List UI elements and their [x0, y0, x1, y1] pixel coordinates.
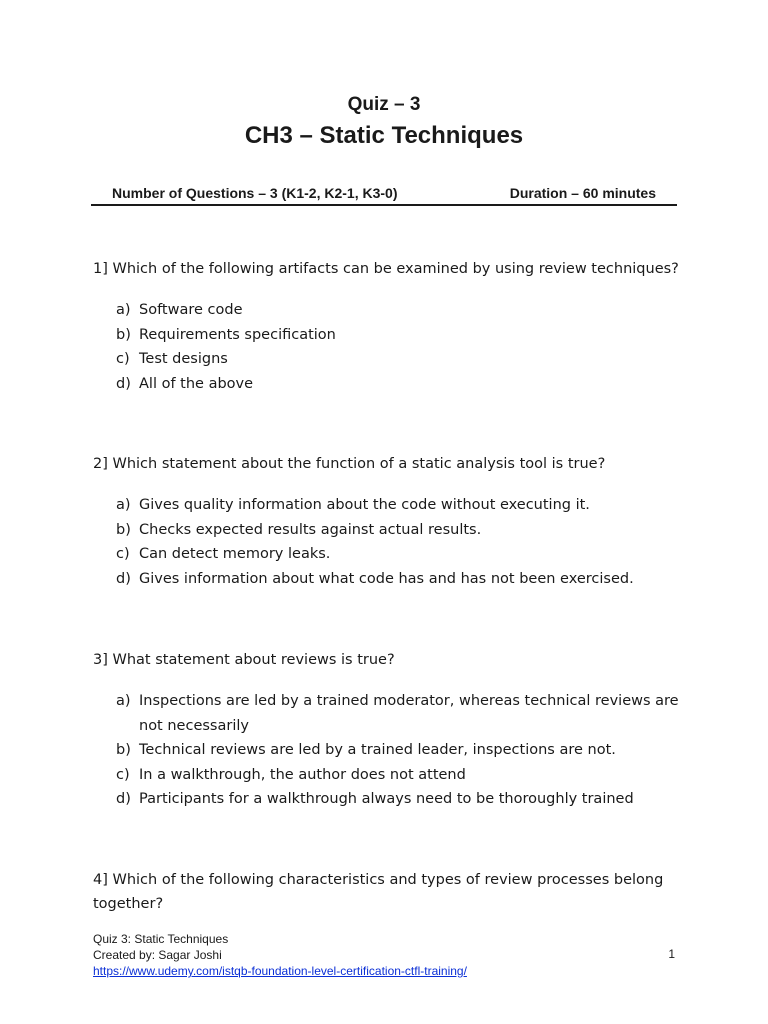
- question-3: 3] What statement about reviews is true?: [93, 652, 395, 668]
- option-1d: [116, 372, 686, 397]
- page-title: CH3 – Static Techniques: [244, 122, 524, 149]
- option-3d: [116, 787, 686, 812]
- option-text: Gives quality information about the code without executing it.: [139, 497, 590, 513]
- page-footer: [93, 931, 683, 979]
- option-text: Participants for a walkthrough always need to be thoroughly trained: [139, 791, 634, 807]
- option-1c: [116, 347, 686, 372]
- option-text: Technical reviews are led by a trained leader, inspections are not.: [139, 742, 616, 758]
- option-text: Inspections are led by a trained moderator, whereas technical reviews are not necessarily: [139, 693, 679, 734]
- option-letter: c): [116, 766, 130, 783]
- option-letter: a): [116, 693, 131, 709]
- option-1b: [116, 323, 686, 348]
- question-1: 1] Which of the following artifacts can be examined by using review techniques?: [93, 261, 679, 277]
- option-letter: d): [116, 570, 131, 587]
- quiz-meta-row: [91, 184, 677, 206]
- option-3a: [116, 689, 686, 738]
- option-1a: [116, 298, 686, 323]
- question-2: 2] Which statement about the function of a static analysis tool is true?: [93, 456, 606, 472]
- quiz-label: Quiz – 3: [347, 94, 421, 115]
- option-2d: [116, 567, 686, 592]
- duration: Duration – 60 minutes: [509, 185, 656, 201]
- page-number: 1: [668, 947, 675, 961]
- footer-author: Created by: Sagar Joshi: [93, 948, 222, 962]
- question-4: 4] Which of the following characteristics and types of review processes belong together?: [93, 872, 664, 912]
- question-2-options: [116, 493, 686, 591]
- question-3-options: [116, 689, 686, 812]
- option-letter: a): [116, 497, 131, 513]
- option-3b: [116, 738, 686, 763]
- option-letter: c): [116, 351, 130, 367]
- option-text: Gives information about what code has and has not been exercised.: [139, 570, 634, 587]
- option-text: Test designs: [139, 351, 228, 367]
- option-text: Can detect memory leaks.: [139, 546, 331, 562]
- option-text: Software code: [139, 302, 243, 318]
- option-text: All of the above: [139, 375, 254, 392]
- option-letter: a): [116, 302, 131, 318]
- footer-quiz-name: Quiz 3: Static Techniques: [93, 932, 229, 946]
- option-3c: [116, 763, 686, 788]
- number-of-questions: Number of Questions – 3 (K1-2, K2-1, K3-0): [112, 185, 398, 201]
- option-letter: b): [116, 521, 131, 538]
- question-1-options: [116, 298, 686, 396]
- option-text: Requirements specification: [139, 326, 336, 343]
- option-2b: [116, 518, 686, 543]
- option-text: Checks expected results against actual results.: [139, 521, 482, 538]
- option-2c: [116, 542, 686, 567]
- option-letter: b): [116, 326, 131, 343]
- option-letter: d): [116, 791, 131, 807]
- option-text: In a walkthrough, the author does not attend: [139, 766, 466, 783]
- option-2a: [116, 493, 686, 518]
- option-letter: c): [116, 546, 130, 562]
- option-letter: b): [116, 742, 131, 758]
- course-link[interactable]: https://www.udemy.com/istqb-foundation-level-certification-ctfl-training/: [93, 964, 467, 978]
- option-letter: d): [116, 375, 131, 392]
